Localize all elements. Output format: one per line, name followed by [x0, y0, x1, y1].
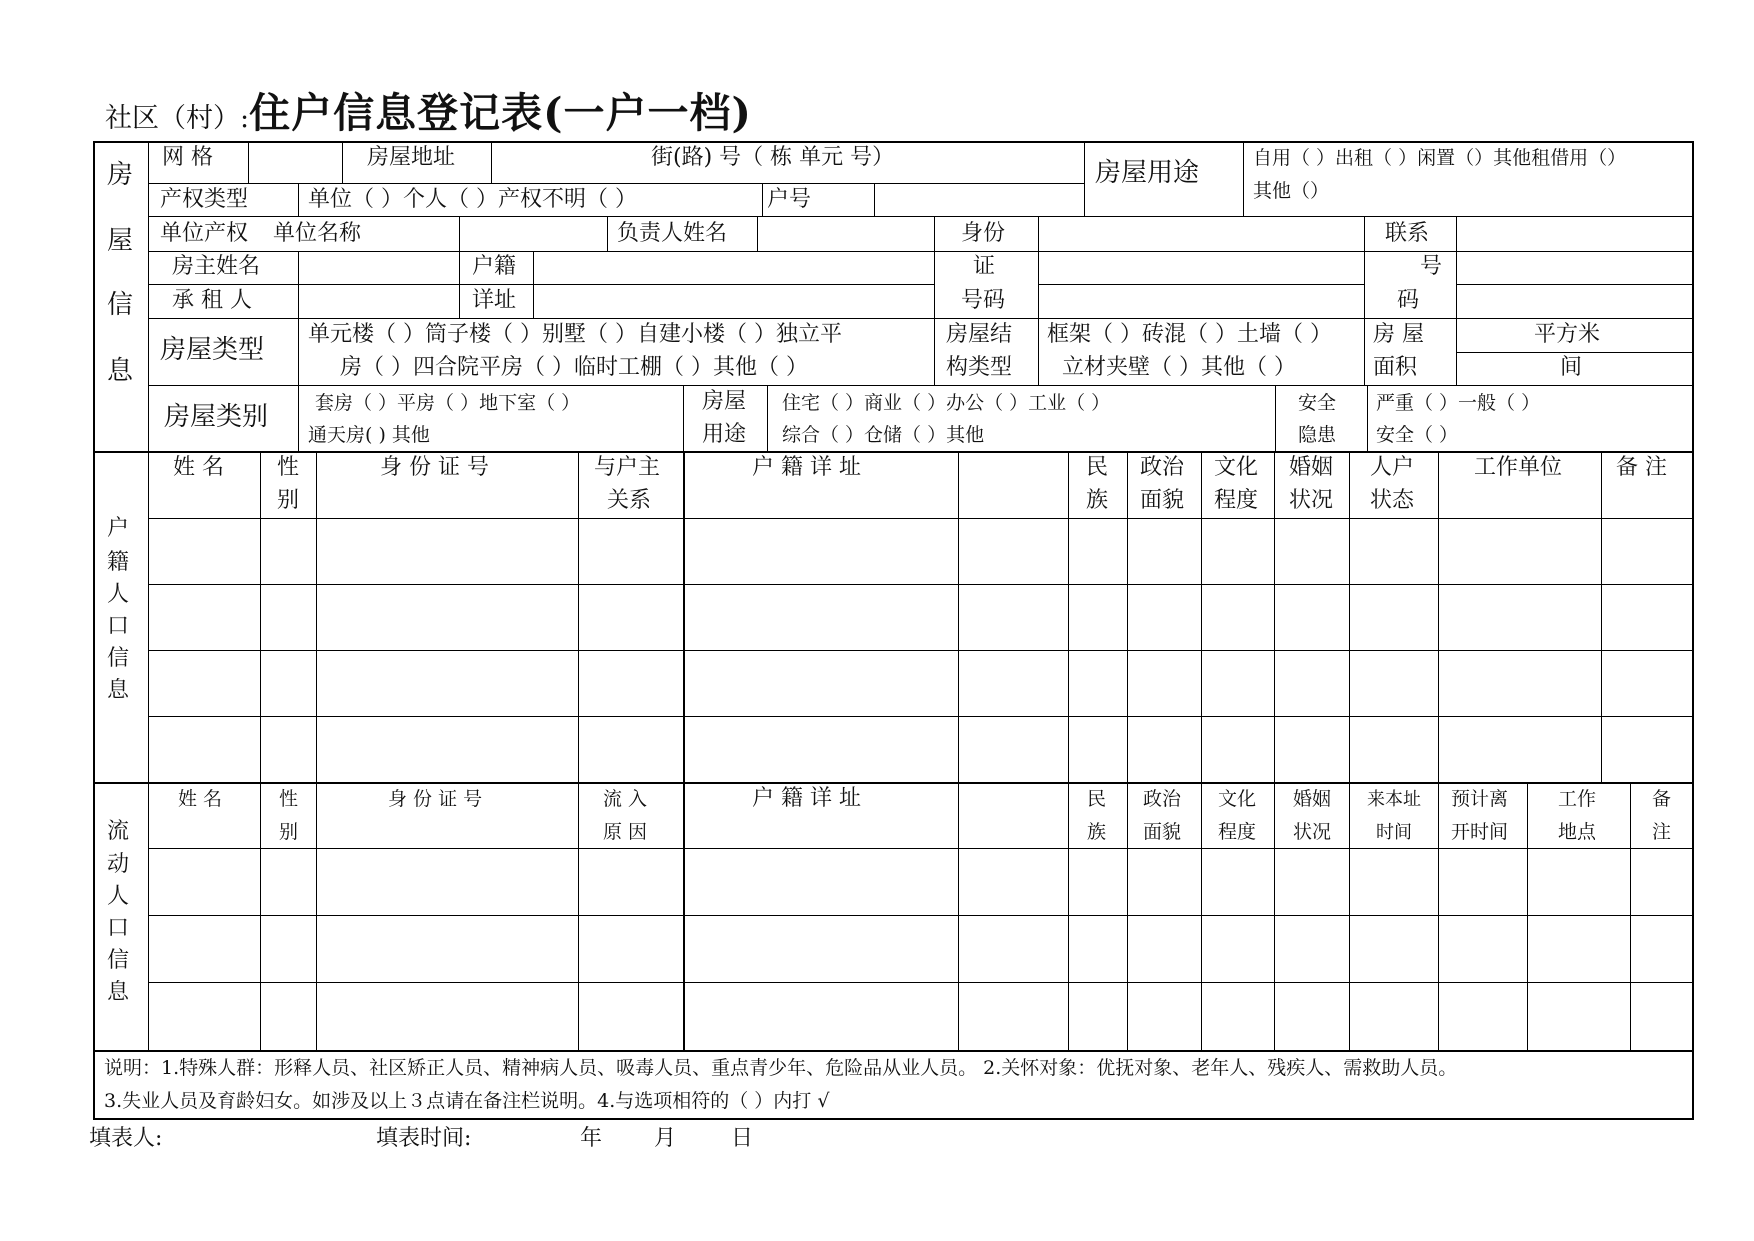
unit-name-label: 单位名称 [273, 221, 362, 246]
house-section-label-2: 屋 [107, 226, 134, 256]
page-title [105, 80, 752, 139]
structure-label-1: 房屋结 [946, 322, 1013, 347]
contact-label-1: 联系 [1385, 221, 1430, 246]
flo-col-marriage-1: 婚姻 [1293, 788, 1332, 810]
flo-col-huji: 户 籍 详 址 [752, 786, 861, 811]
flo-col-reason-1: 流 入 [603, 788, 648, 810]
category-options-2: 通天房( ) 其他 [308, 424, 430, 446]
registered-section-label-4: 口 [107, 614, 130, 639]
household-number-label: 户号 [767, 187, 812, 212]
reg-col-relation-2: 关系 [607, 488, 652, 513]
hazard-options-2: 安全（ ） [1376, 424, 1459, 446]
registered-section-label-2: 籍 [107, 550, 130, 575]
flo-col-ethnic-1: 民 [1087, 788, 1107, 810]
house-use-options-1: 住宅（ ）商业（ ）办公（ ）工业（ ） [782, 392, 1111, 414]
hazard-label-2: 隐患 [1298, 424, 1337, 446]
reg-col-ethnic-1: 民 [1086, 455, 1109, 480]
address-template: 街(路) 号（ 栋 单元 号） [651, 145, 895, 170]
floating-section-label-6: 息 [107, 980, 130, 1005]
reg-col-relation-1: 与户主 [594, 455, 661, 480]
property-type-options: 单位（ ）个人（ ）产权不明（ ） [308, 187, 637, 212]
registered-section-label-3: 人 [107, 582, 130, 607]
reg-col-political-1: 政治 [1140, 455, 1185, 480]
house-type-label: 房屋类型 [160, 335, 265, 365]
hazard-label-1: 安全 [1298, 392, 1337, 414]
house-section-label-1: 房 [107, 160, 134, 190]
structure-options-1: 框架（ ）砖混（ ）土墙（ ） [1047, 322, 1332, 347]
floating-section-label-3: 人 [107, 884, 130, 909]
flo-col-edu-2: 程度 [1218, 821, 1257, 843]
form-title: 住户信息登记表(一户一档) [249, 89, 752, 137]
huji-label-2: 详址 [472, 288, 517, 313]
flo-col-leave-1: 预计离 [1451, 788, 1509, 810]
flo-col-reason-2: 原 因 [603, 821, 648, 843]
house-use-options-2: 综合（ ）仓储（ ）其他 [782, 424, 985, 446]
house-use-label-1: 房屋 [702, 389, 747, 414]
flo-col-marriage-2: 状况 [1293, 821, 1332, 843]
registered-section-label-6: 息 [107, 678, 130, 703]
reg-col-sex-1: 性 [277, 455, 300, 480]
flo-col-note-1: 备 [1652, 788, 1672, 810]
house-category-label: 房屋类别 [164, 402, 269, 432]
registered-section-label-5: 信 [107, 646, 130, 671]
structure-label-2: 构类型 [946, 355, 1013, 380]
floating-section-label-1: 流 [107, 819, 130, 844]
reg-col-id: 身 份 证 号 [380, 455, 489, 480]
reg-col-huji: 户 籍 详 址 [752, 455, 861, 480]
flo-col-sex-2: 别 [279, 821, 299, 843]
flo-col-ethnic-2: 族 [1087, 821, 1107, 843]
id-label-2: 证 [973, 254, 996, 279]
flo-col-note-2: 注 [1652, 821, 1672, 843]
fill-date-label: 填表时间: [376, 1126, 472, 1151]
flo-col-name: 姓 名 [178, 788, 223, 810]
fill-date-year: 年 [580, 1126, 603, 1151]
house-type-options-1: 单元楼（ ）筒子楼（ ）别墅（ ）自建小楼（ ）独立平 [308, 322, 842, 347]
reg-col-marriage-1: 婚姻 [1289, 455, 1334, 480]
structure-options-2: 立材夹壁（ ）其他（ ） [1062, 355, 1296, 380]
id-label-3: 号码 [961, 288, 1006, 313]
floating-section-label-5: 信 [107, 948, 130, 973]
flo-col-workplace-1: 工作 [1558, 788, 1597, 810]
flo-col-id: 身 份 证 号 [388, 788, 483, 810]
contact-label-3: 码 [1397, 288, 1420, 313]
reg-col-note: 备 注 [1616, 455, 1667, 480]
flo-col-sex-1: 性 [279, 788, 299, 810]
flo-col-workplace-2: 地点 [1558, 821, 1597, 843]
reg-col-status-2: 状态 [1370, 488, 1415, 513]
floating-section-label-2: 动 [107, 852, 130, 877]
area-label-2: 面积 [1373, 355, 1418, 380]
unit-property-label: 单位产权 [160, 221, 249, 246]
flo-col-leave-2: 开时间 [1451, 821, 1509, 843]
hazard-options-1: 严重（ ）一般（ ） [1376, 392, 1541, 414]
address-label: 房屋地址 [367, 145, 456, 170]
property-type-label: 产权类型 [160, 187, 249, 212]
reg-col-sex-2: 别 [277, 488, 300, 513]
responsible-person-label: 负责人姓名 [617, 221, 728, 246]
reg-col-edu-1: 文化 [1214, 455, 1259, 480]
reg-col-edu-2: 程度 [1214, 488, 1259, 513]
floating-section-label-4: 口 [107, 916, 130, 941]
category-options-1: 套房（ ）平房（ ）地下室（ ） [315, 392, 581, 414]
house-type-options-2: 房（ ）四合院平房（ ）临时工棚（ ）其他（ ） [340, 355, 808, 380]
house-section-label-4: 息 [107, 356, 134, 386]
reg-col-name: 姓 名 [173, 455, 224, 480]
reg-col-status-1: 人户 [1370, 455, 1415, 480]
id-label-1: 身份 [961, 221, 1006, 246]
usage-options-line2: 其他（） [1253, 180, 1330, 202]
area-unit-1: 平方米 [1534, 322, 1601, 347]
fill-date-month: 月 [654, 1126, 677, 1151]
usage-options-line1: 自用（ ）出租（ ）闲置（）其他租借用（） [1253, 147, 1627, 169]
flo-col-arrive-1: 来本址 [1367, 789, 1421, 810]
flo-col-arrive-2: 时间 [1376, 822, 1412, 843]
notes-line-1: 说明：1.特殊人群：形释人员、社区矫正人员、精神病人员、吸毒人员、重点青少年、危险品从业人员。 2.关怀对象：优抚对象、老年人、残疾人、需救助人员。 [104, 1057, 1458, 1079]
notes-line-2: 3.失业人员及育龄妇女。如涉及以上３点请在备注栏说明。4.与选项相符的（ ）内打 √ [104, 1090, 830, 1112]
flo-col-political-1: 政治 [1143, 788, 1182, 810]
reg-col-political-2: 面貌 [1140, 488, 1185, 513]
reg-col-ethnic-2: 族 [1086, 488, 1109, 513]
flo-col-political-2: 面貌 [1143, 821, 1182, 843]
owner-name-label: 房主姓名 [172, 254, 261, 279]
area-unit-2: 间 [1560, 355, 1583, 380]
fill-date-day: 日 [731, 1126, 754, 1151]
reg-col-work: 工作单位 [1474, 455, 1563, 480]
house-section-label-3: 信 [107, 290, 134, 320]
usage-label: 房屋用途 [1095, 158, 1200, 188]
registered-section-label-1: 户 [107, 516, 130, 541]
tenant-label: 承 租 人 [172, 288, 252, 313]
grid-label: 网 格 [162, 145, 213, 170]
filler-label: 填表人: [89, 1126, 163, 1151]
contact-label-2: 号 [1420, 254, 1443, 279]
huji-label-1: 户籍 [472, 254, 517, 279]
house-use-label-2: 用途 [702, 422, 747, 447]
area-label-1: 房 屋 [1373, 322, 1424, 347]
reg-col-marriage-2: 状况 [1289, 488, 1334, 513]
flo-col-edu-1: 文化 [1218, 788, 1257, 810]
community-prefix: 社区（村）: [105, 103, 250, 134]
